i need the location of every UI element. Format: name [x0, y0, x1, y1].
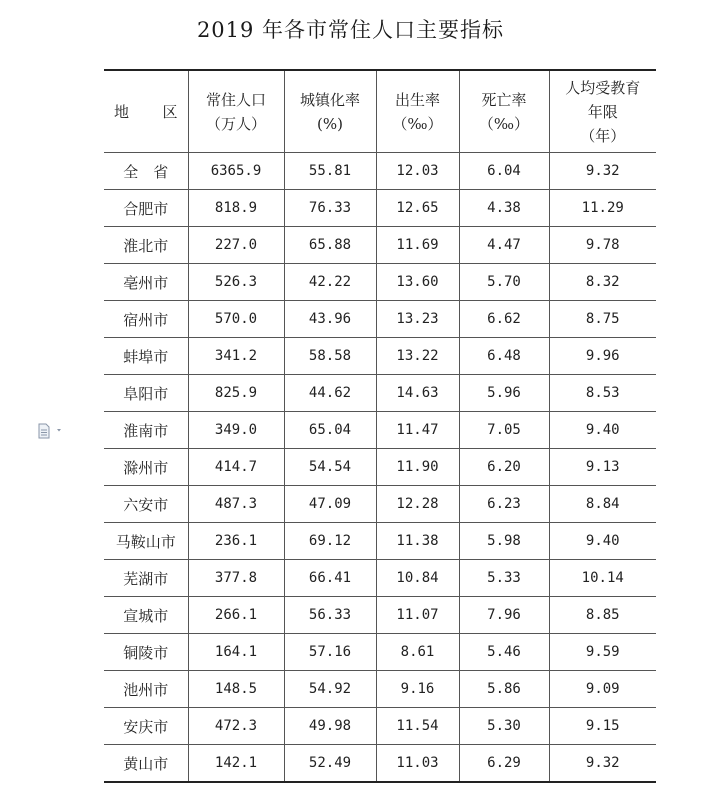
cell-urbanization: 56.33	[284, 597, 376, 634]
page-title: 2019 年各市常住人口主要指标	[196, 18, 505, 42]
cell-education-years: 8.85	[549, 597, 656, 634]
cell-birth-rate: 11.90	[376, 449, 459, 486]
table-row	[104, 264, 656, 301]
chevron-down-icon	[57, 429, 61, 432]
cell-education-years: 9.32	[549, 153, 656, 190]
cell-death-rate: 6.48	[459, 338, 549, 375]
cell-birth-rate: 11.38	[376, 523, 459, 560]
cell-region: 六安市	[104, 486, 188, 523]
cell-education-years: 9.40	[549, 412, 656, 449]
document-icon[interactable]	[38, 423, 64, 439]
cell-education-years: 9.13	[549, 449, 656, 486]
cell-education-years: 9.96	[549, 338, 656, 375]
cell-death-rate: 6.23	[459, 486, 549, 523]
header-region: 地 区	[104, 70, 188, 153]
header-death-rate: 死亡率 （‰）	[459, 70, 549, 153]
header-birth-rate: 出生率 （‰）	[376, 70, 459, 153]
table-row	[104, 190, 656, 227]
cell-population: 818.9	[188, 190, 284, 227]
cell-urbanization: 44.62	[284, 375, 376, 412]
cell-population: 472.3	[188, 708, 284, 745]
cell-population: 236.1	[188, 523, 284, 560]
table-row	[104, 671, 656, 708]
table-row	[104, 449, 656, 486]
cell-birth-rate: 11.03	[376, 745, 459, 783]
cell-urbanization: 57.16	[284, 634, 376, 671]
cell-death-rate: 5.70	[459, 264, 549, 301]
table-row	[104, 597, 656, 634]
population-indicators-table	[104, 69, 656, 783]
cell-death-rate: 5.46	[459, 634, 549, 671]
table-row	[104, 523, 656, 560]
table-row	[104, 745, 656, 783]
table-header-row	[104, 70, 656, 153]
cell-birth-rate: 11.07	[376, 597, 459, 634]
cell-region: 合肥市	[104, 190, 188, 227]
cell-region: 安庆市	[104, 708, 188, 745]
cell-population: 349.0	[188, 412, 284, 449]
cell-region: 淮南市	[104, 412, 188, 449]
cell-region: 马鞍山市	[104, 523, 188, 560]
cell-death-rate: 5.98	[459, 523, 549, 560]
cell-population: 414.7	[188, 449, 284, 486]
header-urbanization: 城镇化率 (%)	[284, 70, 376, 153]
table-body	[104, 153, 656, 783]
cell-region: 黄山市	[104, 745, 188, 783]
table-row	[104, 338, 656, 375]
table-row	[104, 227, 656, 264]
cell-death-rate: 5.86	[459, 671, 549, 708]
cell-urbanization: 42.22	[284, 264, 376, 301]
table-row	[104, 412, 656, 449]
cell-region: 芜湖市	[104, 560, 188, 597]
table-row	[104, 301, 656, 338]
cell-population: 164.1	[188, 634, 284, 671]
cell-population: 487.3	[188, 486, 284, 523]
cell-birth-rate: 8.61	[376, 634, 459, 671]
cell-population: 266.1	[188, 597, 284, 634]
cell-region: 宣城市	[104, 597, 188, 634]
cell-region: 阜阳市	[104, 375, 188, 412]
cell-region: 宿州市	[104, 301, 188, 338]
cell-region: 蚌埠市	[104, 338, 188, 375]
cell-death-rate: 6.62	[459, 301, 549, 338]
cell-birth-rate: 14.63	[376, 375, 459, 412]
table-row	[104, 486, 656, 523]
cell-urbanization: 76.33	[284, 190, 376, 227]
table-row	[104, 708, 656, 745]
cell-region: 亳州市	[104, 264, 188, 301]
cell-death-rate: 6.04	[459, 153, 549, 190]
cell-education-years: 8.53	[549, 375, 656, 412]
cell-region: 全 省	[104, 153, 188, 190]
cell-death-rate: 6.20	[459, 449, 549, 486]
cell-population: 570.0	[188, 301, 284, 338]
cell-education-years: 8.75	[549, 301, 656, 338]
cell-urbanization: 65.04	[284, 412, 376, 449]
cell-population: 142.1	[188, 745, 284, 783]
cell-education-years: 9.32	[549, 745, 656, 783]
cell-birth-rate: 10.84	[376, 560, 459, 597]
header-population: 常住人口 （万人）	[188, 70, 284, 153]
cell-birth-rate: 9.16	[376, 671, 459, 708]
cell-urbanization: 49.98	[284, 708, 376, 745]
cell-population: 341.2	[188, 338, 284, 375]
table-row	[104, 375, 656, 412]
cell-education-years: 9.78	[549, 227, 656, 264]
cell-birth-rate: 11.54	[376, 708, 459, 745]
cell-population: 825.9	[188, 375, 284, 412]
cell-birth-rate: 13.23	[376, 301, 459, 338]
cell-urbanization: 47.09	[284, 486, 376, 523]
cell-death-rate: 4.47	[459, 227, 549, 264]
cell-region: 滁州市	[104, 449, 188, 486]
cell-education-years: 9.59	[549, 634, 656, 671]
cell-death-rate: 7.96	[459, 597, 549, 634]
cell-region: 铜陵市	[104, 634, 188, 671]
cell-urbanization: 54.54	[284, 449, 376, 486]
cell-birth-rate: 11.47	[376, 412, 459, 449]
cell-birth-rate: 13.60	[376, 264, 459, 301]
cell-population: 377.8	[188, 560, 284, 597]
cell-education-years: 10.14	[549, 560, 656, 597]
cell-death-rate: 6.29	[459, 745, 549, 783]
cell-birth-rate: 12.03	[376, 153, 459, 190]
cell-death-rate: 5.96	[459, 375, 549, 412]
cell-death-rate: 5.30	[459, 708, 549, 745]
cell-urbanization: 55.81	[284, 153, 376, 190]
cell-urbanization: 54.92	[284, 671, 376, 708]
cell-education-years: 9.09	[549, 671, 656, 708]
cell-birth-rate: 11.69	[376, 227, 459, 264]
cell-education-years: 11.29	[549, 190, 656, 227]
cell-urbanization: 58.58	[284, 338, 376, 375]
table-row	[104, 634, 656, 671]
cell-population: 6365.9	[188, 153, 284, 190]
cell-education-years: 8.32	[549, 264, 656, 301]
cell-region: 淮北市	[104, 227, 188, 264]
cell-birth-rate: 13.22	[376, 338, 459, 375]
cell-population: 227.0	[188, 227, 284, 264]
cell-population: 526.3	[188, 264, 284, 301]
cell-education-years: 9.15	[549, 708, 656, 745]
table-row	[104, 560, 656, 597]
cell-death-rate: 7.05	[459, 412, 549, 449]
cell-birth-rate: 12.28	[376, 486, 459, 523]
cell-education-years: 8.84	[549, 486, 656, 523]
cell-birth-rate: 12.65	[376, 190, 459, 227]
header-education-years: 人均受教育 年限 （年）	[549, 70, 656, 153]
cell-urbanization: 66.41	[284, 560, 376, 597]
cell-death-rate: 5.33	[459, 560, 549, 597]
cell-urbanization: 43.96	[284, 301, 376, 338]
cell-urbanization: 52.49	[284, 745, 376, 783]
table-row	[104, 153, 656, 190]
cell-region: 池州市	[104, 671, 188, 708]
cell-urbanization: 65.88	[284, 227, 376, 264]
cell-population: 148.5	[188, 671, 284, 708]
cell-urbanization: 69.12	[284, 523, 376, 560]
cell-education-years: 9.40	[549, 523, 656, 560]
cell-death-rate: 4.38	[459, 190, 549, 227]
